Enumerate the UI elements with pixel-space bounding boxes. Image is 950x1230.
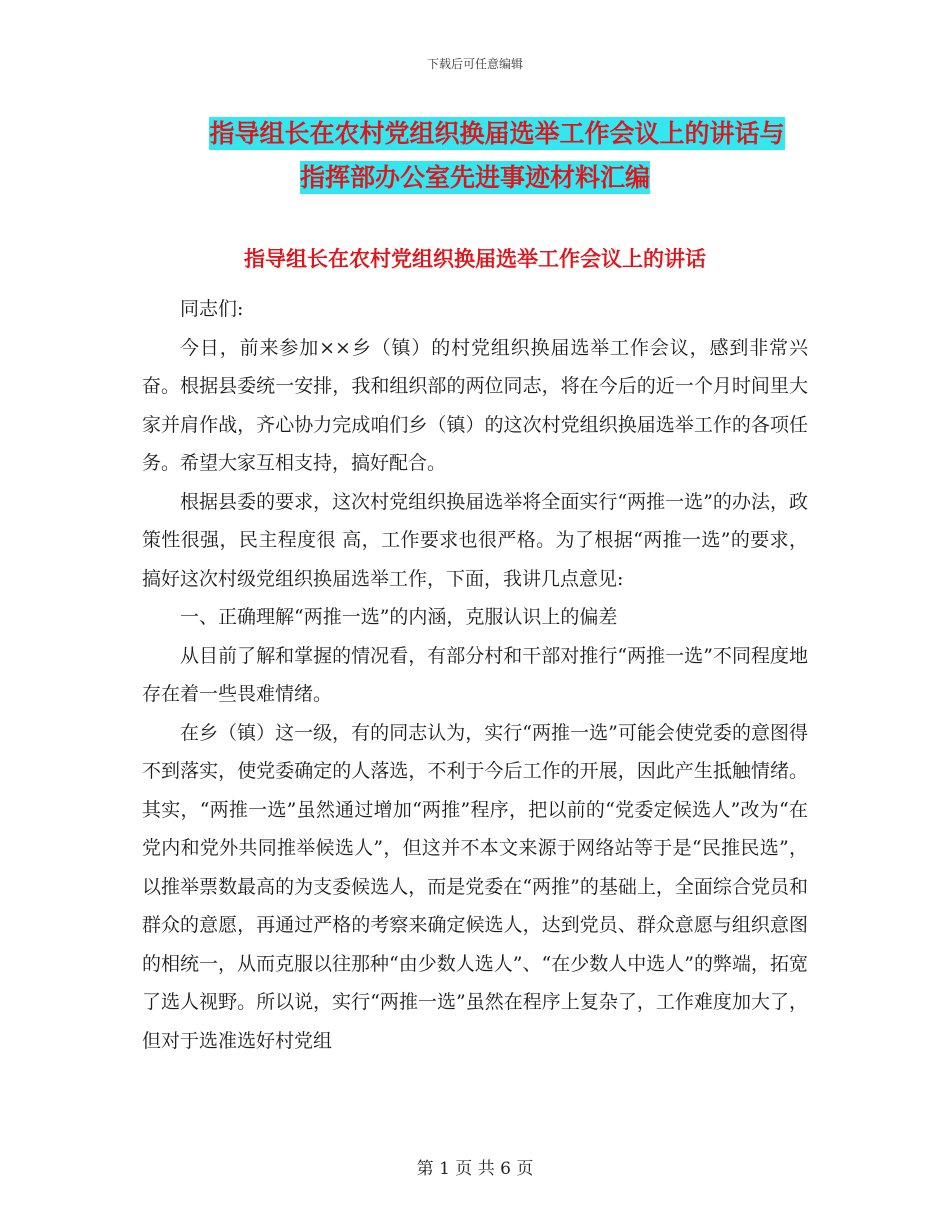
header-note: 下载后可任意编辑 bbox=[426, 57, 523, 71]
paragraph: 从目前了解和掌握的情况看，有部分村和干部对推行“两推一选”不同程度地存在着一些畏难情绪。 bbox=[142, 644, 808, 705]
paragraph: 根据县委的要求，这次村党组织换届选举将全面实行“两推一选”的办法，政策性很强，民主程度很 高，工作要求也很严格。为了根据“两推一选”的要求，搞好这次村级党组织换届选举工作，下面，我讲几点意见: bbox=[142, 490, 808, 590]
page-footer: 第 1 页 共 6 页 bbox=[416, 1159, 534, 1179]
paragraph: 在乡（镇）这一级，有的同志认为，实行“两推一选”可能会使党委的意图得不到落实，使党委确定的人落选，不利于今后工作的开展，因此产生抵触情绪。其实，“两推一选”虽然通过增加“两推”程序，把以前的“党委定候选人”改为“在党内和党外共同推举候选人”，但这并不本文来源于网络站等于是“民推民选”，以推举票数最高的为支委候选人，而是党委在“两推”的基础上，全面综合党员和群众的意愿，再通过严格的考察来确定候选人，达到党员、群众意愿与组织意图的相统一，从而克服以往那种“由少数人选人”、“在少数人中选人”的弊端，拓宽了选人视野。所以说，实行“两推一选”虽然在程序上复杂了，工作难度加大了，但对于选准选好村党组 bbox=[142, 721, 808, 1052]
document-title-line-2: 指挥部办公室先进事迹材料汇编 bbox=[299, 163, 650, 192]
document-body bbox=[142, 290, 808, 1060]
section-heading: 一、正确理解“两推一选”的内涵，克服认识上的偏差 bbox=[180, 606, 618, 628]
salutation: 同志们: bbox=[180, 298, 244, 320]
paragraph: 今日，前来参加××乡（镇）的村党组织换届选举工作会议，感到非常兴奋。根据县委统一安排，我和组织部的两位同志，将在今后的近一个月时间里大家并肩作战，齐心协力完成咱们乡（镇）的这次村党组织换届选举工作的各项任务。希望大家互相支持，搞好配合。 bbox=[142, 336, 808, 474]
section-title: 指导组长在农村党组织换届选举工作会议上的讲话 bbox=[244, 247, 706, 271]
document-title-line-1: 指导组长在农村党组织换届选举工作会议上的讲话与 bbox=[209, 119, 785, 148]
